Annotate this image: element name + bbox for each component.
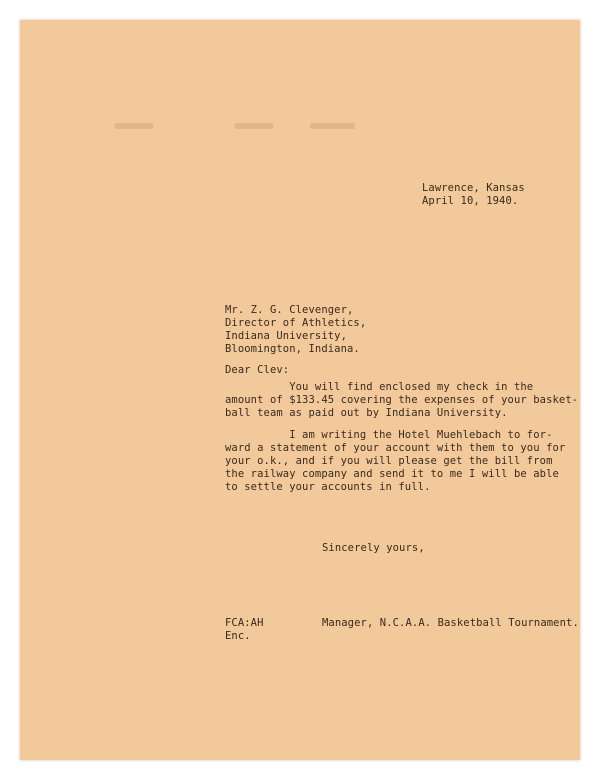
recipient-line: Indiana University, — [225, 330, 348, 342]
paragraph-line: amount of $133.45 covering the expenses of your basket- — [225, 394, 579, 406]
paragraph-1 — [225, 381, 578, 420]
paragraph-line: ball team as paid out by Indiana University. — [225, 407, 508, 419]
paragraph-line: ward a statement of your account with them to you for — [225, 442, 566, 454]
faint-letterhead-mark — [310, 123, 355, 129]
recipient-line: Director of Athletics, — [225, 317, 367, 329]
paragraph-line: I am writing the Hotel Muehlebach to for- — [225, 429, 553, 441]
paragraph-line: the railway company and send it to me I will be able — [225, 468, 559, 480]
enclosure-note: Enc. — [225, 630, 251, 642]
initials: FCA:AH — [225, 617, 264, 629]
letter-place: Lawrence, Kansas — [422, 182, 525, 194]
paragraph-2 — [225, 429, 565, 494]
closing: Sincerely yours, — [322, 542, 425, 554]
faint-letterhead-mark — [235, 123, 273, 129]
paragraph-line: to settle your accounts in full. — [225, 481, 431, 493]
letter-date: April 10, 1940. — [422, 195, 519, 207]
recipient-address — [225, 304, 366, 356]
paragraph-line: You will find enclosed my check in the — [225, 381, 534, 393]
signature-title: Manager, N.C.A.A. Basketball Tournament. — [322, 617, 579, 629]
paragraph-line: your o.k., and if you will please get the bill from — [225, 455, 553, 467]
salutation: Dear Clev: — [225, 364, 290, 376]
recipient-line: Mr. Z. G. Clevenger, — [225, 304, 354, 316]
recipient-line: Bloomington, Indiana. — [225, 343, 360, 355]
faint-letterhead-mark — [115, 123, 153, 129]
